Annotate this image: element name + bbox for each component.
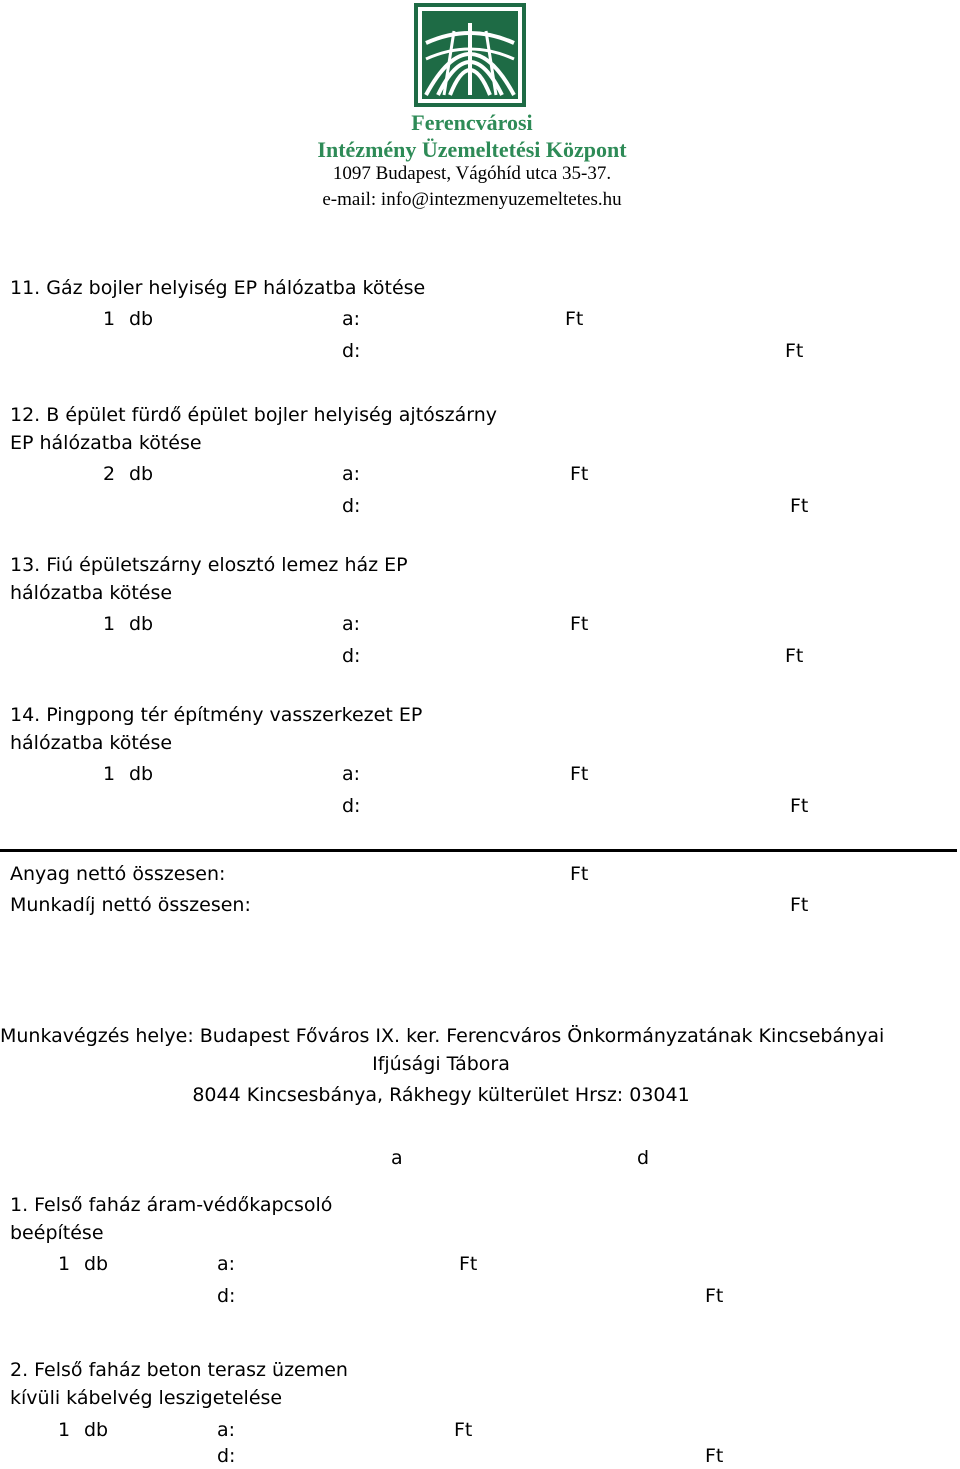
item-unit: db	[84, 1419, 109, 1441]
item-title-cont: beépítése	[10, 1222, 104, 1244]
item-a-label: a:	[217, 1253, 236, 1275]
organization-logo	[414, 3, 526, 107]
item-d-currency: Ft	[705, 1445, 724, 1467]
item-unit: db	[129, 763, 154, 785]
item-title: 14. Pingpong tér építmény vasszerkezet EP	[10, 704, 423, 726]
item-title: 13. Fiú épületszárny elosztó lemez ház EP	[10, 554, 408, 576]
item-d-currency: Ft	[790, 495, 809, 517]
item-a-label: a:	[342, 463, 361, 485]
location-line3: 8044 Kincsesbánya, Rákhegy külterület Hrsz: 03041	[192, 1084, 690, 1106]
item-a-currency: Ft	[565, 308, 584, 330]
item-d-label: d:	[217, 1285, 236, 1307]
item-title-cont: EP hálózatba kötése	[10, 432, 202, 454]
item-a-label: a:	[342, 763, 361, 785]
item-d-label: d:	[342, 495, 361, 517]
labor-total-currency: Ft	[790, 894, 809, 916]
item-a-label: a:	[342, 308, 361, 330]
section-divider	[0, 849, 957, 852]
item-title-cont: hálózatba kötése	[10, 582, 173, 604]
org-name-line1: Ferencvárosi	[411, 110, 533, 135]
item-unit: db	[129, 463, 154, 485]
labor-total-label: Munkadíj nettó összesen:	[10, 894, 251, 916]
item-a-label: a:	[342, 613, 361, 635]
item-qty: 2	[103, 463, 116, 485]
column-header-a: a	[391, 1147, 403, 1169]
column-header-d: d	[637, 1147, 650, 1169]
location-line1: Munkavégzés helye: Budapest Főváros IX. ker. Ferencváros Önkormányzatának Kincsebányai	[0, 1025, 885, 1047]
item-title: 11. Gáz bojler helyiség EP hálózatba kötése	[10, 277, 426, 299]
item-d-label: d:	[342, 795, 361, 817]
item-title: 2. Felső faház beton terasz üzemen	[10, 1359, 348, 1381]
item-a-label: a:	[217, 1419, 236, 1441]
item-qty: 1	[58, 1253, 71, 1275]
material-total-currency: Ft	[570, 863, 589, 885]
item-a-currency: Ft	[570, 763, 589, 785]
item-qty: 1	[103, 763, 116, 785]
material-total-label: Anyag nettó összesen:	[10, 863, 226, 885]
item-unit: db	[129, 308, 154, 330]
org-email: e-mail: info@intezmenyuzemeltetes.hu	[322, 189, 622, 210]
org-name-line2: Intézmény Üzemeltetési Központ	[317, 137, 627, 162]
item-a-currency: Ft	[570, 613, 589, 635]
org-address: 1097 Budapest, Vágóhíd utca 35-37.	[332, 163, 612, 184]
item-title-cont: kívüli kábelvég leszigetelése	[10, 1387, 283, 1409]
location-line2: Ifjúsági Tábora	[372, 1053, 510, 1075]
item-qty: 1	[103, 613, 116, 635]
item-title-cont: hálózatba kötése	[10, 732, 173, 754]
item-qty: 1	[103, 308, 116, 330]
item-d-currency: Ft	[785, 645, 804, 667]
item-unit: db	[84, 1253, 109, 1275]
item-a-currency: Ft	[570, 463, 589, 485]
item-a-currency: Ft	[459, 1253, 478, 1275]
item-d-label: d:	[217, 1445, 236, 1467]
item-d-label: d:	[342, 340, 361, 362]
item-d-label: d:	[342, 645, 361, 667]
item-qty: 1	[58, 1419, 71, 1441]
item-d-currency: Ft	[790, 795, 809, 817]
item-d-currency: Ft	[705, 1285, 724, 1307]
item-unit: db	[129, 613, 154, 635]
item-a-currency: Ft	[454, 1419, 473, 1441]
item-d-currency: Ft	[785, 340, 804, 362]
item-title: 12. B épület fürdő épület bojler helyiség ajtószárny	[10, 404, 498, 426]
item-title: 1. Felső faház áram-védőkapcsoló	[10, 1194, 333, 1216]
